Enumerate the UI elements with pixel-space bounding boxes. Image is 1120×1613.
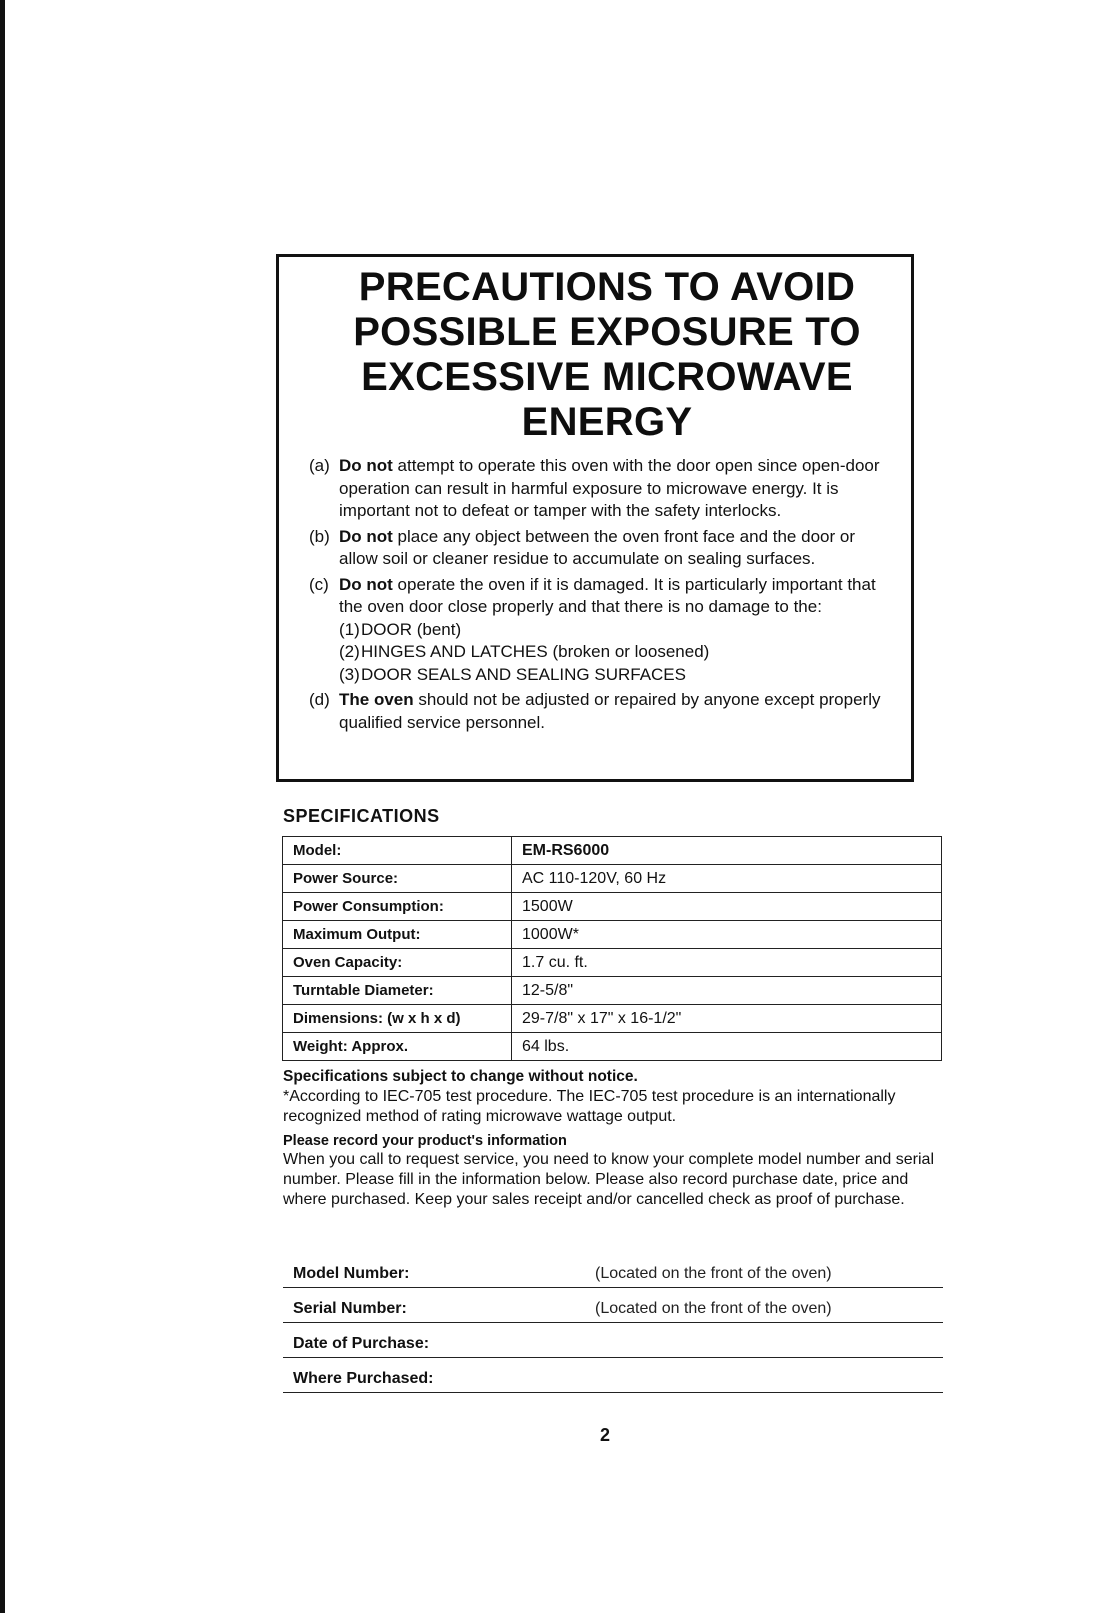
record-field-label: Date of Purchase:	[283, 1323, 585, 1358]
precautions-title	[309, 265, 897, 445]
spec-change-notice: Specifications subject to change without notice.	[283, 1068, 638, 1085]
table-row	[283, 1288, 943, 1323]
subitem-text: HINGES AND LATCHES (broken or loosened)	[361, 642, 710, 661]
item-lead: Do not	[339, 574, 393, 594]
title-line: EXCESSIVE MICROWAVE	[361, 355, 853, 399]
spec-value: 12-5/8"	[512, 977, 942, 1005]
record-info-block	[283, 1133, 943, 1210]
spec-label: Dimensions: (w x h x d)	[283, 1005, 512, 1033]
subitem-marker: (2)	[339, 642, 360, 661]
record-info-title: Please record your product's information	[283, 1133, 567, 1149]
subitem-text: DOOR (bent)	[361, 619, 462, 639]
record-field-label: Where Purchased:	[283, 1358, 585, 1393]
precaution-item	[309, 455, 897, 523]
iec-footnote: *According to IEC-705 test procedure. The IEC-705 test procedure is an internationally recognized method of rating microwave wattage output.	[283, 1088, 896, 1125]
record-field-label: Model Number:	[283, 1253, 585, 1288]
item-lead: The oven	[339, 690, 414, 709]
item-text: should not be adjusted or repaired by anyone except properly qualified service personnel.	[339, 690, 881, 732]
spec-label: Oven Capacity:	[283, 949, 512, 977]
table-row	[283, 977, 942, 1005]
table-row	[283, 921, 942, 949]
specifications-table	[282, 836, 942, 1061]
spec-value: 29-7/8" x 17" x 16-1/2"	[512, 1005, 942, 1033]
title-line: POSSIBLE EXPOSURE TO	[353, 310, 861, 354]
table-row	[283, 1323, 943, 1358]
spec-label: Turntable Diameter:	[283, 977, 512, 1005]
record-field-value	[585, 1323, 943, 1358]
damage-subitem	[339, 664, 897, 687]
precautions-box	[276, 254, 914, 782]
spec-label: Maximum Output:	[283, 921, 512, 949]
precaution-item	[309, 689, 897, 734]
table-row	[283, 1253, 943, 1288]
damage-subitem	[339, 641, 897, 664]
spec-value: 64 lbs.	[512, 1033, 942, 1061]
page-binding-edge	[0, 0, 5, 1613]
specifications-heading: SPECIFICATIONS	[283, 806, 440, 826]
page-number: 2	[600, 1425, 611, 1445]
table-row	[283, 837, 942, 865]
precautions-list	[309, 455, 897, 734]
item-lead: Do not	[339, 456, 393, 475]
item-marker: (d)	[309, 690, 330, 709]
item-text: attempt to operate this oven with the door open since open-door operation can result in harmful exposure to microwave energy. It is important not to defeat or tamper with the safety interlocks.	[339, 456, 880, 520]
spec-label: Model:	[283, 837, 512, 865]
table-row	[283, 865, 942, 893]
table-row	[283, 893, 942, 921]
record-field-value: (Located on the front of the oven)	[585, 1288, 943, 1323]
precaution-item	[309, 574, 897, 687]
table-row	[283, 1005, 942, 1033]
record-info-body: When you call to request service, you need to know your complete model number and serial number. Please fill in the information below. Please also record purchase date, price and where purchased. Keep your sales receipt and/or cancelled check as proof of purchase.	[283, 1151, 935, 1208]
spec-label: Weight: Approx.	[283, 1033, 512, 1061]
subitem-marker: (3)	[339, 664, 360, 684]
spec-notice-block	[283, 1067, 943, 1127]
damage-subitem	[339, 619, 897, 642]
damage-sublist	[339, 619, 897, 687]
spec-label: Power Source:	[283, 865, 512, 893]
spec-value: 1000W*	[512, 921, 942, 949]
spec-value: EM-RS6000	[512, 837, 942, 865]
spec-value: AC 110-120V, 60 Hz	[512, 865, 942, 893]
table-row	[283, 949, 942, 977]
item-marker: (c)	[309, 574, 329, 594]
title-line: ENERGY	[521, 400, 693, 444]
item-text: place any object between the oven front face and the door or allow soil or cleaner residue to accumulate on sealing surfaces.	[339, 526, 855, 568]
title-line: PRECAUTIONS TO AVOID	[358, 265, 856, 309]
subitem-text: DOOR SEALS AND SEALING SURFACES	[361, 664, 686, 684]
item-text: operate the oven if it is damaged. It is particularly important that the oven door close properly and that there is no damage to the:	[339, 574, 876, 616]
table-row	[283, 1033, 942, 1061]
item-lead: Do not	[339, 526, 393, 546]
item-marker: (a)	[309, 456, 330, 475]
precaution-item	[309, 526, 897, 571]
spec-value: 1.7 cu. ft.	[512, 949, 942, 977]
spec-value: 1500W	[512, 893, 942, 921]
item-marker: (b)	[309, 526, 330, 546]
subitem-marker: (1)	[339, 619, 360, 639]
product-record-table	[283, 1253, 943, 1393]
record-field-value: (Located on the front of the oven)	[585, 1253, 943, 1288]
spec-label: Power Consumption:	[283, 893, 512, 921]
record-field-value	[585, 1358, 943, 1393]
table-row	[283, 1358, 943, 1393]
record-field-label: Serial Number:	[283, 1288, 585, 1323]
